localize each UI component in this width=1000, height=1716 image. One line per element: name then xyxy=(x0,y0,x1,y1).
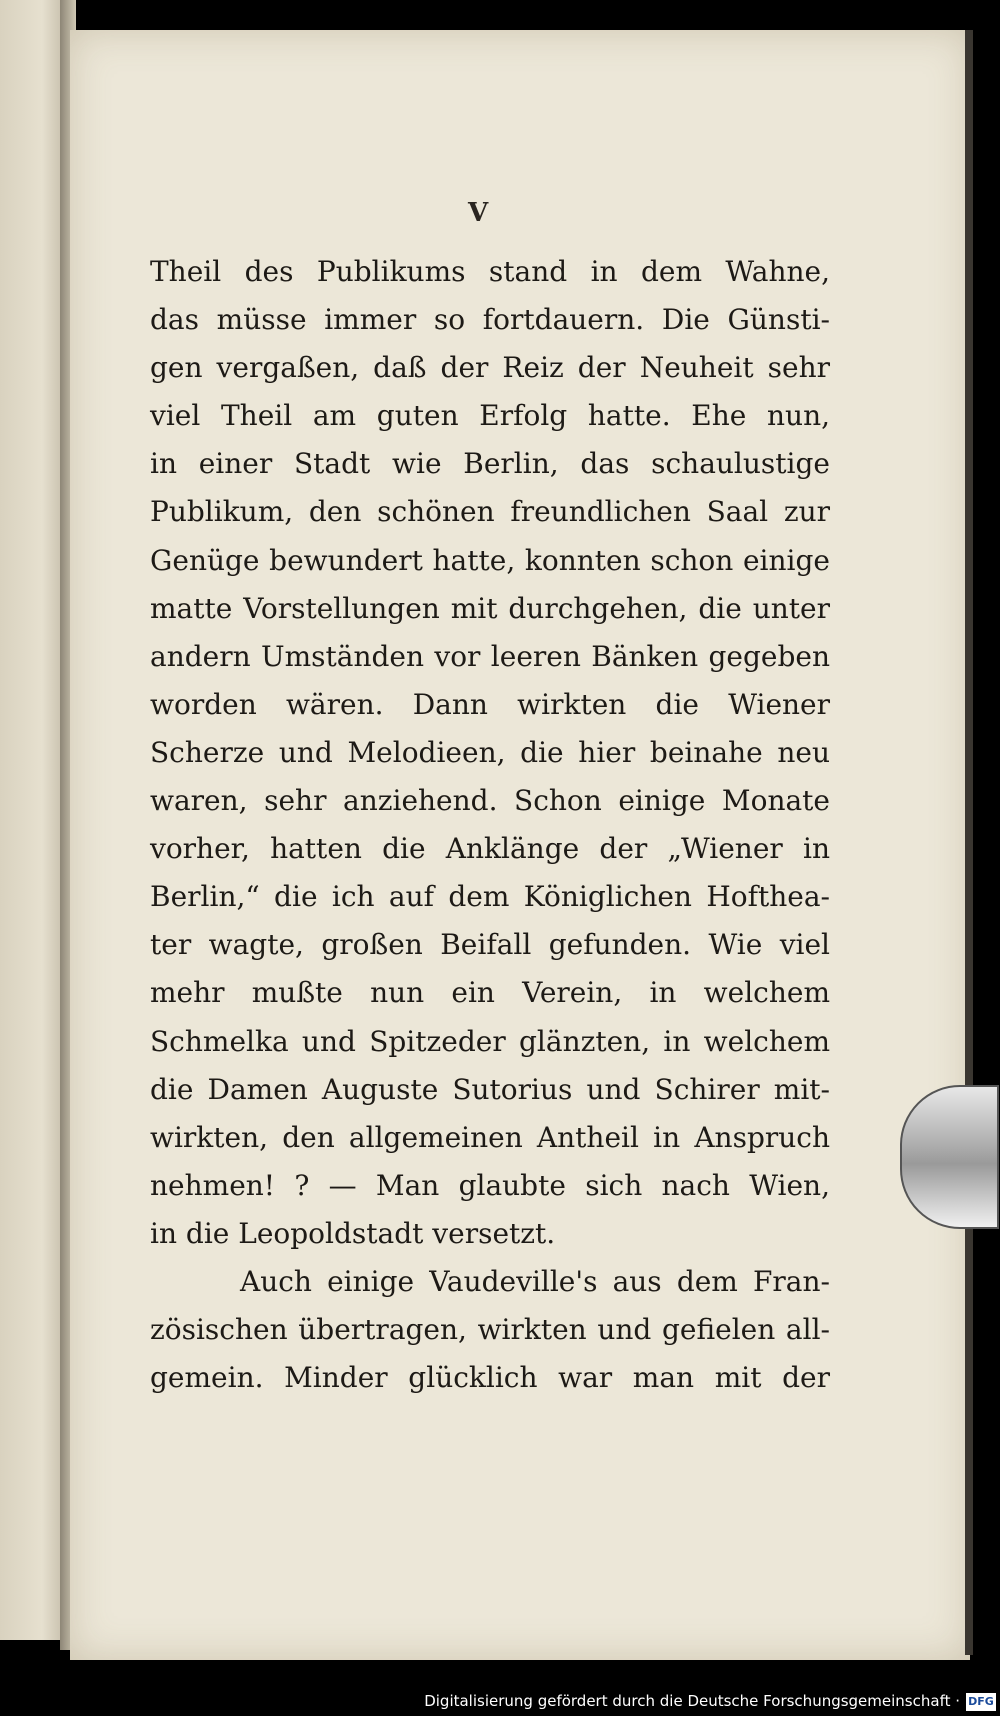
text-line: Publikum, den schönen freundlichen Saal zur xyxy=(150,495,830,529)
text-line: worden wären. Dann wirkten die Wiener xyxy=(150,687,830,721)
page-edge xyxy=(965,30,973,1655)
text-line: mehr mußte nun ein Verein, in welchem xyxy=(150,976,830,1010)
text-line: in die Leopoldstadt versetzt. xyxy=(150,1216,556,1250)
text-line: in einer Stadt wie Berlin, das schaulustige xyxy=(150,447,830,481)
funding-credit: Digitalisierung gefördert durch die Deutsche Forschungsgemeinschaft · xyxy=(424,1692,960,1710)
text-line: gemein. Minder glücklich war man mit der xyxy=(150,1361,830,1395)
text-line: viel Theil am guten Erfolg hatte. Ehe nun, xyxy=(150,399,830,433)
text-line: zösischen übertragen, wirkten und gefielen all- xyxy=(150,1313,830,1347)
text-line: Scherze und Melodieen, die hier beinahe neu xyxy=(150,735,830,769)
dfg-logo-icon: DFG xyxy=(966,1693,996,1711)
page-number: V xyxy=(468,198,489,228)
text-line: ter wagte, großen Beifall gefunden. Wie viel xyxy=(150,928,830,962)
footer-bar xyxy=(0,1686,1000,1716)
text-line: Genüge bewundert hatte, konnten schon einige xyxy=(150,543,830,577)
text-line: das müsse immer so fortdauern. Die Günsti- xyxy=(150,303,830,337)
text-line: Berlin,“ die ich auf dem Königlichen Hofthea- xyxy=(150,880,830,914)
text-line: die Damen Auguste Sutorius und Schirer mit- xyxy=(150,1072,830,1106)
text-line: nehmen! ? — Man glaubte sich nach Wien, xyxy=(150,1168,830,1202)
text-line: andern Umständen vor leeren Bänken gegeben xyxy=(150,639,830,673)
text-line: gen vergaßen, daß der Reiz der Neuheit sehr xyxy=(150,351,830,385)
text-line: Schmelka und Spitzeder glänzten, in welchem xyxy=(150,1024,830,1058)
text-line: Auch einige Vaudeville's aus dem Fran- xyxy=(240,1264,830,1298)
page-text xyxy=(150,248,830,1402)
text-line: waren, sehr anziehend. Schon einige Monate xyxy=(150,784,830,818)
text-line: vorher, hatten die Anklänge der „Wiener in xyxy=(150,832,830,866)
text-line: wirkten, den allgemeinen Antheil in Anspruch xyxy=(150,1120,830,1154)
text-line: matte Vorstellungen mit durchgehen, die unter xyxy=(150,591,830,625)
clip-tab xyxy=(900,1085,999,1229)
text-line: Theil des Publikums stand in dem Wahne, xyxy=(150,255,830,288)
